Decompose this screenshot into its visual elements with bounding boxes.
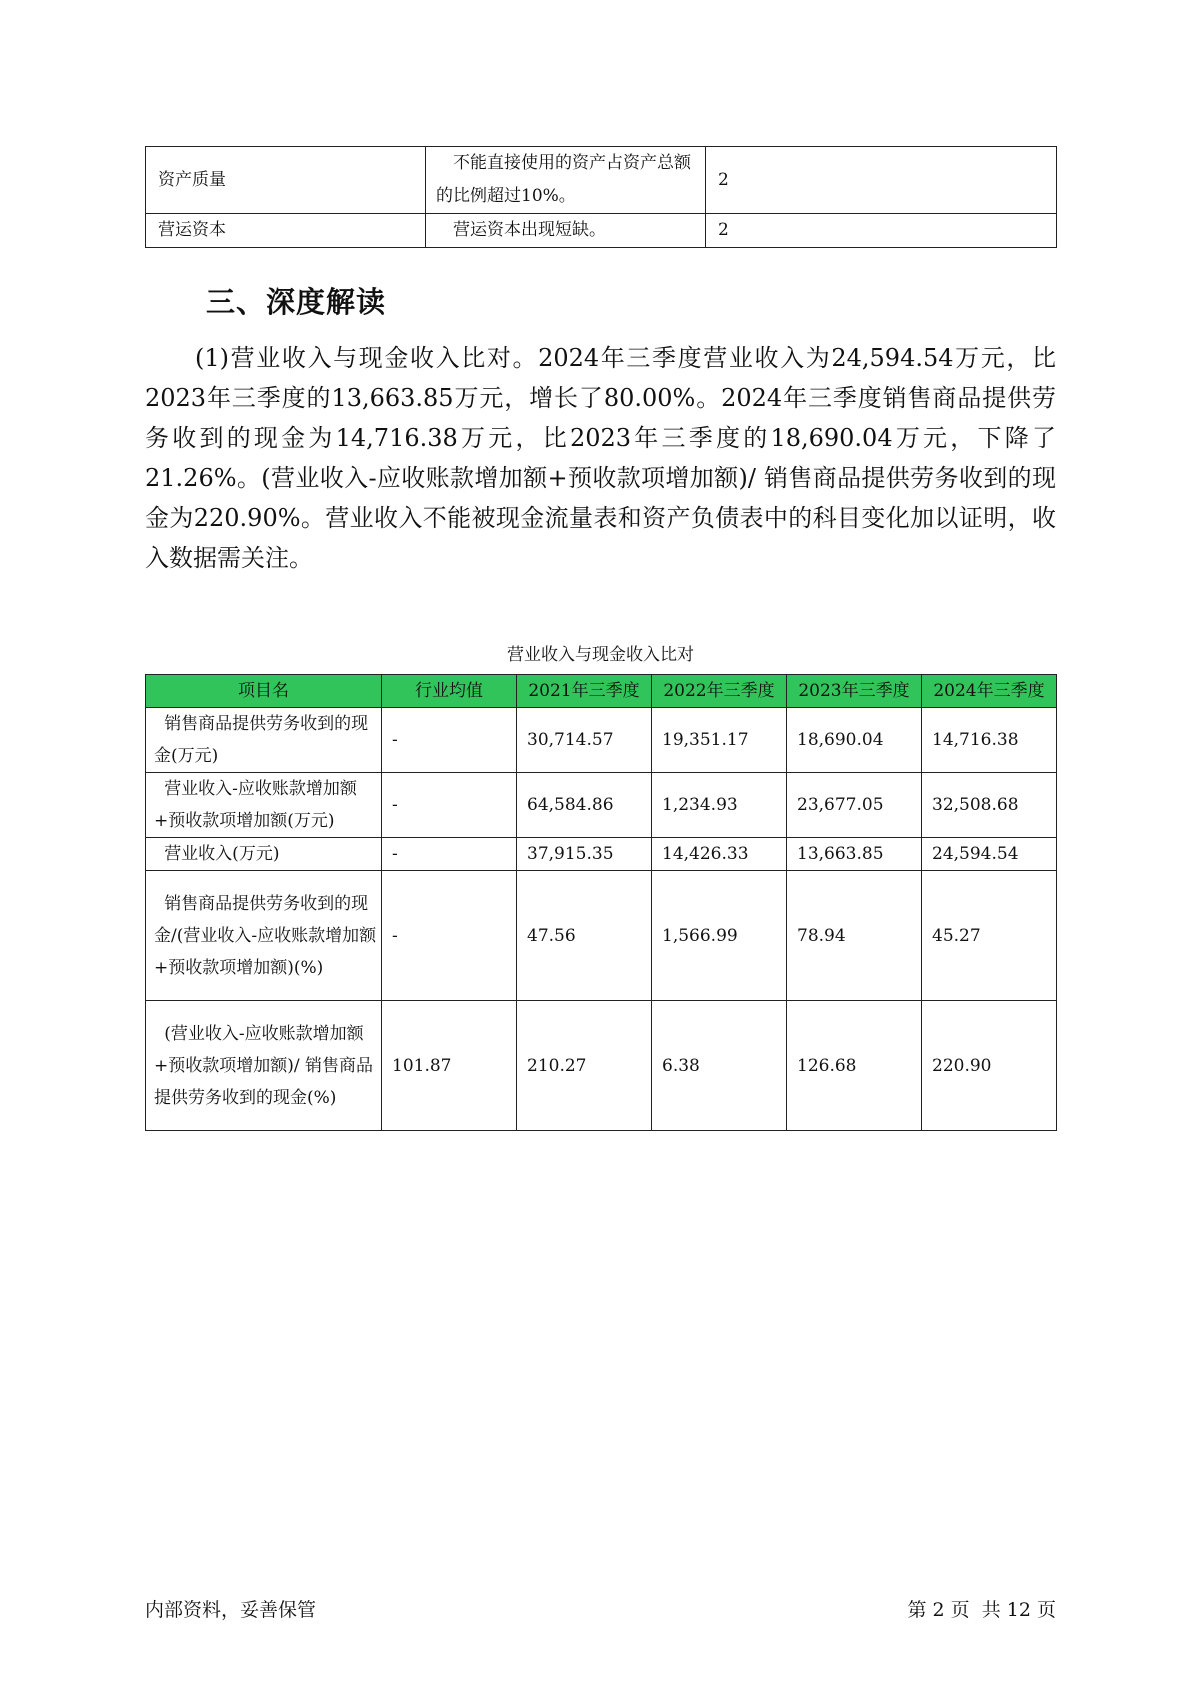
table-row: [146, 147, 1057, 214]
table-cell: 210.27: [517, 1001, 652, 1131]
header-cell: 2023年三季度: [787, 675, 922, 708]
table-cell: 47.56: [517, 871, 652, 1001]
footer-page-number: 第 2 页 共 12 页: [907, 1599, 1056, 1621]
table-cell: 2: [706, 147, 1057, 214]
table-cell: 78.94: [787, 871, 922, 1001]
table-row: [146, 708, 1057, 773]
table-cell: 126.68: [787, 1001, 922, 1131]
table-cell: 14,716.38: [922, 708, 1057, 773]
revenue-cash-comparison-table: [145, 674, 1057, 1131]
header-cell: 行业均值: [382, 675, 517, 708]
table-cell: -: [382, 773, 517, 838]
table-row: [146, 838, 1057, 871]
row-label: 营业收入-应收账款增加额+预收款项增加额(万元): [146, 773, 382, 838]
header-cell: 2022年三季度: [652, 675, 787, 708]
row-label: (营业收入-应收账款增加额+预收款项增加额)/ 销售商品提供劳务收到的现金(%): [146, 1001, 382, 1131]
table-caption: 营业收入与现金收入比对: [507, 645, 694, 665]
table-row: [146, 1001, 1057, 1131]
footer-confidential-note: 内部资料，妥善保管: [145, 1599, 317, 1621]
table-cell: -: [382, 838, 517, 871]
row-label: 销售商品提供劳务收到的现金/(营业收入-应收账款增加额+预收款项增加额)(%): [146, 871, 382, 1001]
table-cell: -: [382, 708, 517, 773]
table-cell: 19,351.17: [652, 708, 787, 773]
table-cell: -: [382, 871, 517, 1001]
table-cell: 30,714.57: [517, 708, 652, 773]
table-cell: 不能直接使用的资产占资产总额的比例超过10%。: [426, 147, 706, 214]
table-cell: 营运资本: [146, 214, 426, 248]
section-heading: 三、深度解读: [206, 285, 387, 319]
header-cell: 项目名: [146, 675, 382, 708]
table-header-row: [146, 675, 1057, 708]
table-cell: 14,426.33: [652, 838, 787, 871]
row-label: 营业收入(万元): [146, 838, 382, 871]
table-cell: 37,915.35: [517, 838, 652, 871]
risk-table: [145, 146, 1057, 248]
table-cell: 24,594.54: [922, 838, 1057, 871]
table-cell: 13,663.85: [787, 838, 922, 871]
table-row: [146, 214, 1057, 248]
table-cell: 64,584.86: [517, 773, 652, 838]
table-cell: 220.90: [922, 1001, 1057, 1131]
table-cell: 32,508.68: [922, 773, 1057, 838]
row-label: 销售商品提供劳务收到的现金(万元): [146, 708, 382, 773]
table-row: [146, 773, 1057, 838]
table-cell: 1,566.99: [652, 871, 787, 1001]
table-cell: 营运资本出现短缺。: [426, 214, 706, 248]
table-cell: 23,677.05: [787, 773, 922, 838]
table-cell: 45.27: [922, 871, 1057, 1001]
table-cell: 2: [706, 214, 1057, 248]
table-cell: 资产质量: [146, 147, 426, 214]
header-cell: 2021年三季度: [517, 675, 652, 708]
analysis-paragraph: (1)营业收入与现金收入比对。2024年三季度营业收入为24,594.54万元，比2023年三季度的13,663.85万元，增长了80.00%。2024年三季度销售商品提供劳务收到的现金为14,716.38万元，比2023年三季度的18,690.04万元，下降了21.26%。(营业收入-应收账款增加额+预收款项增加额)/ 销售商品提供劳务收到的现金为220.90%。营业收入不能被现金流量表和资产负债表中的科目变化加以证明，收入数据需关注。: [145, 344, 1056, 572]
table-cell: 1,234.93: [652, 773, 787, 838]
table-cell: 6.38: [652, 1001, 787, 1131]
table-cell: 18,690.04: [787, 708, 922, 773]
table-cell: 101.87: [382, 1001, 517, 1131]
header-cell: 2024年三季度: [922, 675, 1057, 708]
table-row: [146, 871, 1057, 1001]
